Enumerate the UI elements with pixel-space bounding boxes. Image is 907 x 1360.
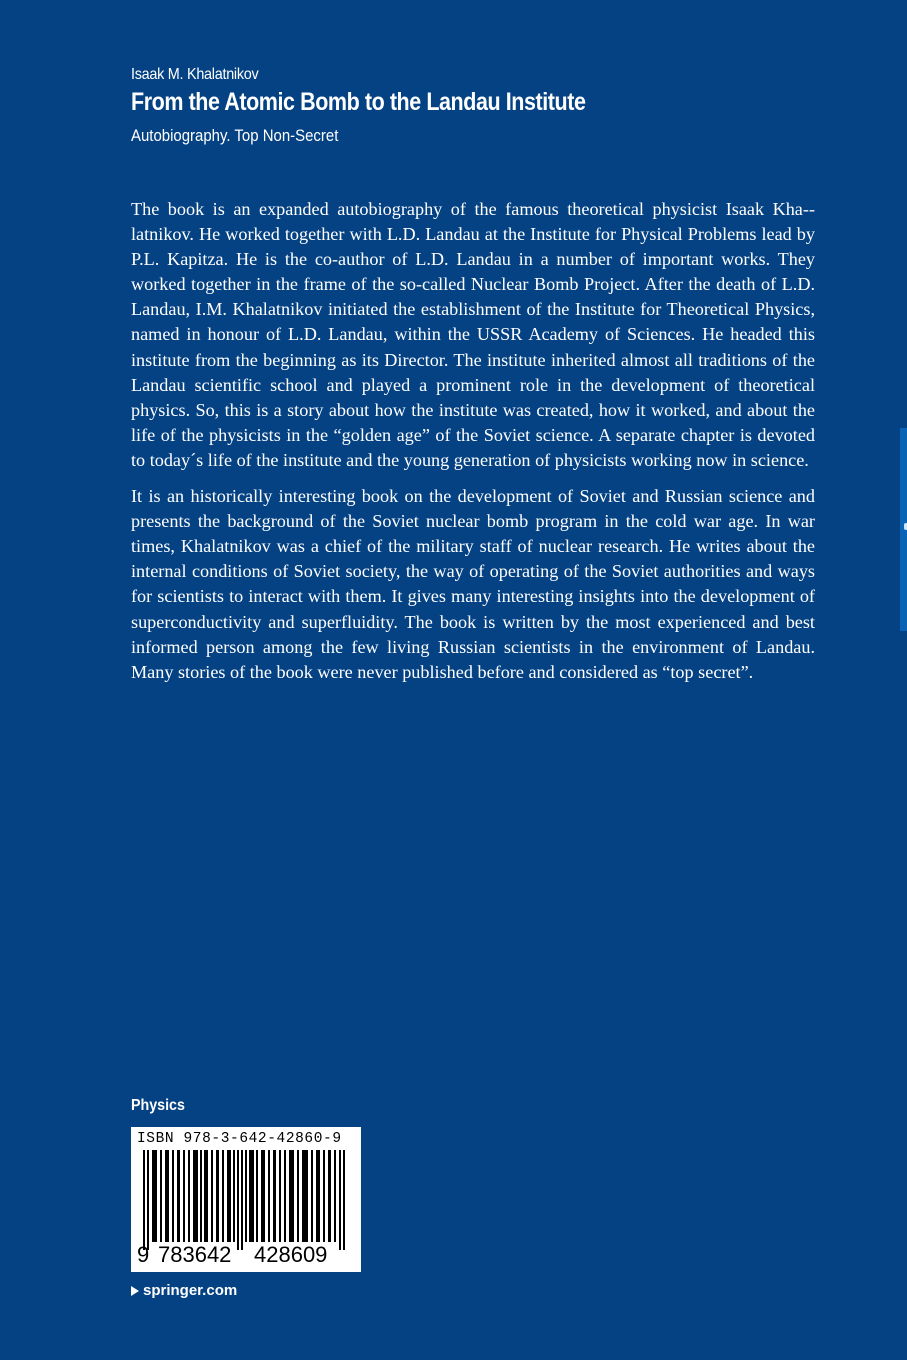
- ean-right-group: 428609: [254, 1242, 328, 1267]
- isbn-barcode: [131, 1127, 361, 1272]
- blurb-paragraph-1: The book is an expanded autobiography of the famous theoretical physicist Isaak Kha-latnikov. He worked together with L.D. Landau at the Institute for Physical Problems lead by P.L. Kapitza. He is the co-author of L.D. Landau in a number of important works. They worked together in the frame of the so-called Nuclear Bomb Project. After the death of L.D. Landau, I.M. Khalatnikov initiated the establishment of the Institute for Theoretical Physics, named in honour of L.D. Landau, within the USSR Academy of Sciences. He headed this institute from the beginning as its Director. The institute inherited almost all traditions of the Landau scientific school and played a prominent role in the development of theoretical physics. So, this is a story about how the institute was created, how it worked, and about the life of the physicists in the “golden age” of the Soviet science. A separate chapter is devoted to today´s life of the institute and the young generation of physicists working now in science.: [131, 199, 815, 470]
- ean-left-group: 783642: [158, 1242, 232, 1267]
- blurb-paragraph-2: It is an historically interesting book on the development of Soviet and Russian science and presents the background of the Soviet nuclear bomb program in the cold war age. In war times, Khalatnikov was a chief of the military staff of nuclear research. He writes about the internal conditions of Soviet society, the way of operating of the Soviet authorities and ways for scientists to interact with them. It gives many interesting insights into the development of superconductivity and superfluidity. The book is written by the most experienced and best informed person among the few living Russian scientists in the environment of Landau. Many stories of the book were never published before and considered as “top secret”.: [131, 486, 815, 682]
- blurb: [131, 197, 815, 696]
- publisher-link[interactable]: [131, 1282, 237, 1299]
- triangle-right-icon: [131, 1286, 139, 1296]
- book-title: From the Atomic Bomb to the Landau Institute: [131, 88, 586, 116]
- author-name: Isaak M. Khalatnikov: [131, 66, 259, 83]
- book-subtitle: Autobiography. Top Non-Secret: [131, 126, 339, 145]
- isbn-label: ISBN 978-3-642-42860-9: [137, 1131, 342, 1147]
- ean-first-digit: 9: [137, 1242, 150, 1267]
- publisher-link-label: springer.com: [143, 1282, 238, 1299]
- barcode-bars-icon: [143, 1150, 351, 1250]
- subject-category: Physics: [131, 1097, 185, 1114]
